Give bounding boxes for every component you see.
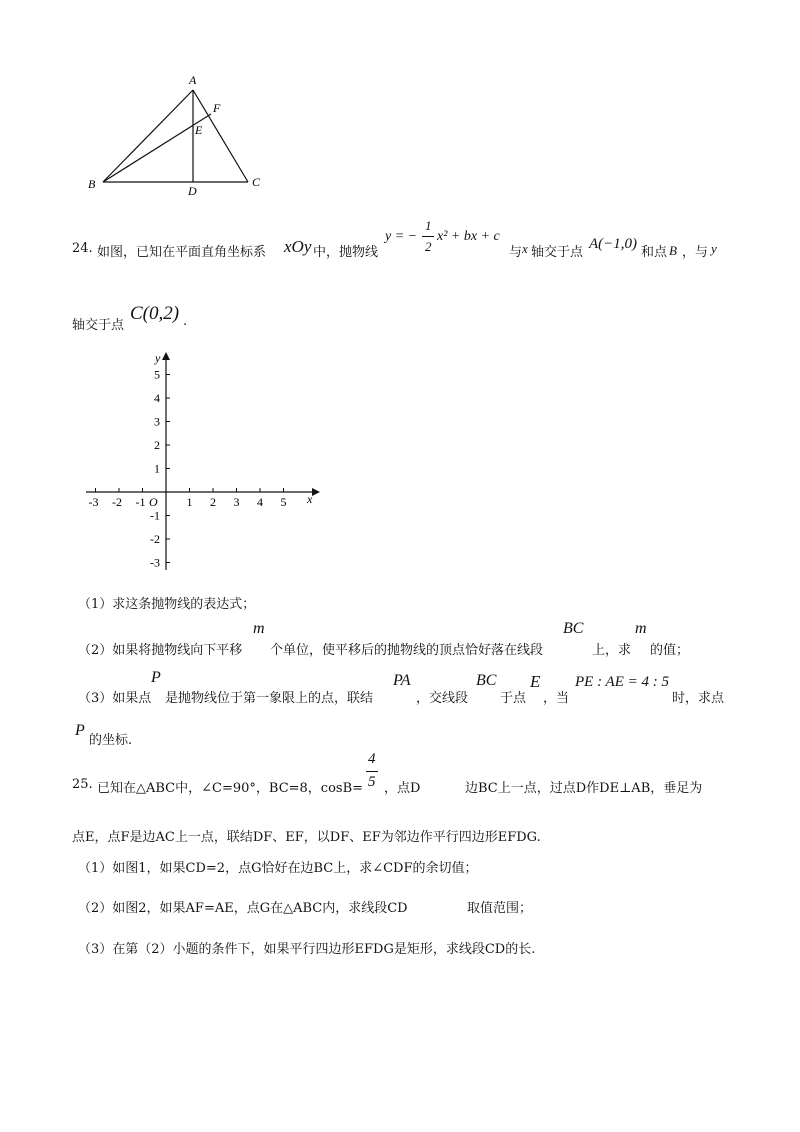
x-tick-label: 1	[186, 495, 193, 509]
q24-part3-b: 是抛物线位于第一象限上的点，联结	[165, 691, 374, 706]
q24-part2-bc: BC	[563, 620, 584, 637]
y-axis-label: y	[155, 351, 161, 365]
x-tick-label: 5	[280, 495, 287, 509]
side-ab	[103, 90, 193, 182]
q24-intro-1: 如图，已知在平面直角坐标系	[97, 245, 267, 260]
y-tick-label: 2	[154, 438, 160, 452]
q24-line2-end: .	[183, 314, 188, 329]
y-tick-label: 1	[154, 461, 160, 476]
q24-part2-m2: m	[635, 620, 647, 637]
q24-part2-a: （2）如果将抛物线向下平移	[78, 643, 243, 658]
x-axis-arrow	[312, 488, 320, 496]
q24-part3-bc: BC	[476, 672, 497, 689]
q24-part3-p: P	[151, 669, 161, 686]
q24-part3-c: ，交线段	[416, 691, 469, 706]
triangle-figure	[80, 70, 280, 200]
label-c: C	[252, 175, 261, 189]
q24-part3-a: （3）如果点	[78, 691, 152, 706]
x-tick-label: 2	[210, 495, 216, 509]
q25-intro-2: ，点D	[384, 781, 421, 796]
x-tick-label: -2	[112, 495, 122, 509]
q24-part2-c: 上，求	[592, 643, 632, 658]
q24-intro-6: ，与	[682, 245, 709, 260]
q24-part2-b: 个单位，使平移后的抛物线的顶点恰好落在线段	[270, 643, 544, 658]
x-tick-label: -3	[88, 495, 99, 509]
q24-x-var: x	[522, 241, 528, 256]
q24-intro-4: 轴交于点	[531, 245, 584, 260]
q24-intro-2: 中，抛物线	[313, 245, 379, 260]
q25-frac-den: 5	[368, 774, 376, 790]
label-a: A	[189, 73, 197, 87]
x-axis-label: x	[307, 492, 313, 506]
coordinate-axes	[80, 350, 325, 575]
origin-label: O	[149, 495, 158, 509]
q24-part3-e: E	[530, 672, 541, 691]
x-tick-label: -1	[135, 495, 146, 509]
q24-system: xOy	[284, 237, 312, 256]
q24-intro-5: 和点	[641, 245, 668, 260]
q24-part3-ratio: PE : AE = 4 : 5	[575, 674, 669, 690]
q24-frac-den: 2	[425, 239, 432, 254]
q24-part3-g: 的坐标.	[89, 733, 133, 748]
q24-frac-num: 1	[425, 218, 432, 233]
q24-part3-e2: ，当	[543, 691, 570, 706]
q25-part2-b: 取值范围；	[467, 901, 533, 916]
q25-frac-num: 4	[368, 751, 376, 767]
q24-eq-rhs: x² + bx + c	[437, 229, 500, 244]
q24-part3-p2: P	[75, 722, 85, 739]
y-tick-label: -3	[150, 555, 160, 570]
label-f: F	[213, 101, 221, 115]
q24-part3-pa: PA	[393, 672, 411, 689]
x-tick-label: 4	[257, 495, 263, 509]
q25-part3: （3）在第（2）小题的条件下，如果平行四边形EFDG是矩形，求线段CD的长.	[78, 942, 536, 957]
y-tick-label: -1	[150, 508, 160, 523]
q24-point-a: A(−1,0)	[589, 236, 638, 252]
label-e: E	[195, 123, 203, 137]
q24-point-b: B	[669, 243, 677, 258]
q24-part1: （1）求这条抛物线的表达式；	[78, 597, 256, 612]
y-tick-label: -2	[150, 532, 160, 546]
q25-line2: 点E，点F是边AC上一点，联结DF、EF，以DF、EF为邻边作平行四边形EFDG.	[72, 830, 541, 845]
y-tick-label: 3	[154, 414, 160, 429]
q25-intro-1: 已知在△ABC中，∠C=90°，BC=8，cosB=	[97, 781, 364, 796]
q24-part3-d: 于点	[500, 691, 527, 706]
q25-frac-bar	[366, 771, 378, 772]
y-axis-arrow	[162, 352, 170, 360]
q24-part3-f: 时，求点	[672, 691, 725, 706]
q24-part2-m: m	[253, 620, 265, 637]
q25-number: 25.	[72, 777, 93, 792]
x-tick-label: 3	[233, 495, 240, 509]
y-tick-label: 5	[154, 367, 160, 382]
q24-number: 24.	[72, 241, 93, 256]
label-d: D	[188, 184, 197, 198]
q24-eq-lhs: y = −	[385, 229, 418, 244]
q24-intro-3: 与	[509, 245, 523, 260]
q24-frac-bar	[422, 236, 434, 237]
q24-y-var: y	[711, 241, 717, 256]
q25-part1: （1）如图1，如果CD=2，点G恰好在边BC上，求∠CDF的余切值；	[78, 861, 478, 876]
q24-part2-d: 的值；	[650, 643, 690, 658]
q25-part2-a: （2）如图2，如果AF=AE，点G在△ABC内，求线段CD	[78, 901, 408, 916]
q25-intro-3: 边BC上一点，过点D作DE⊥AB，垂足为	[465, 781, 703, 796]
q24-line2-text: 轴交于点	[72, 318, 125, 333]
y-tick-label: 4	[154, 391, 160, 405]
q24-point-c: C(0,2)	[130, 303, 180, 324]
label-b: B	[88, 177, 96, 191]
